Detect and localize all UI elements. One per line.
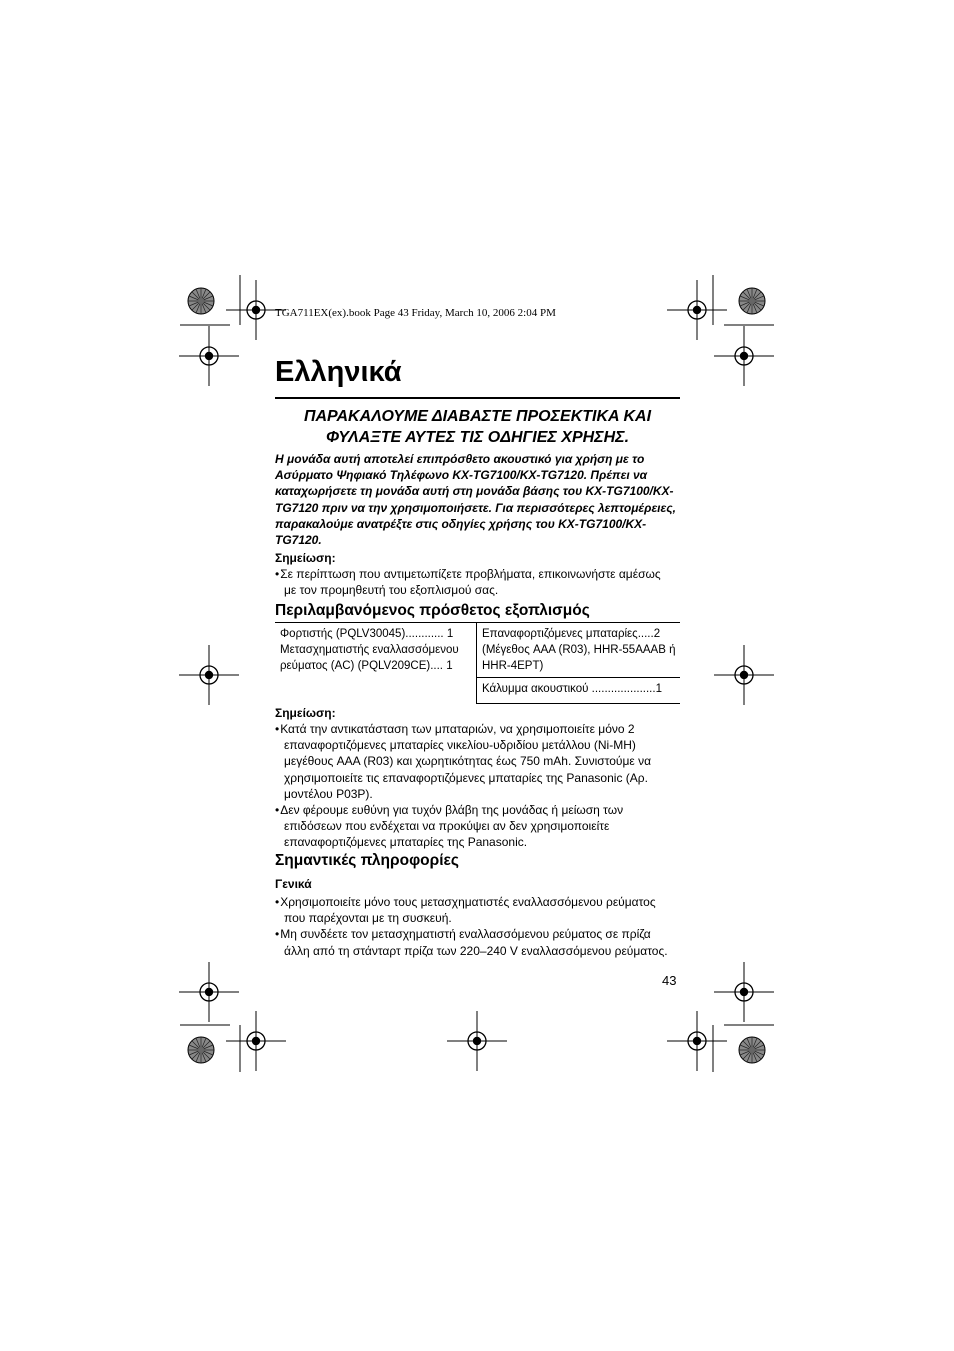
accessory-item: Φορτιστής (PQLV30045)............ 1	[280, 628, 454, 640]
accessory-item: Μετασχηματιστής εναλλασσόμενου	[280, 644, 459, 656]
note2-line: μεγέθους AAA (R03) και χωρητικότητας έως 750 mAh. Συνιστούμε να	[284, 754, 652, 769]
note2-line: επιδόσεων που ενδέχεται να προκύψει αν δεν χρησιμοποιείτε	[284, 819, 610, 834]
note-label: Σημείωση:	[275, 551, 336, 565]
table-cell-right-top	[482, 626, 675, 674]
important-bullets: • Χρησιμοποιείτε μόνο τους μετασχηματιστές εναλλασσόμενου ρεύματος που παρέχονται με τη συσκευή. • Μη συνδέετε τον μετασχηματιστή εναλλασσόμενου ρεύματος σε πρίζα άλλη από τη στάνταρτ πρίζα των 220–240 V εναλλασσόμενου ρεύματος.	[275, 895, 668, 958]
important-line: που παρέχονται με τη συσκευή.	[284, 911, 452, 926]
table-inner-rule	[476, 677, 680, 678]
warning-heading-line2: ΦΥΛΑΞΤΕ ΑΥΤΕΣ ΤΙΣ ΟΔΗΓΙΕΣ ΧΡΗΣΗΣ.	[325, 429, 630, 446]
warning-heading-line1: ΠΑΡΑΚΑΛΟΥΜΕ ΔΙΑΒΑΣΤΕ ΠΡΟΣΕΚΤΙΚΑ ΚΑΙ	[303, 408, 652, 425]
table-cell-left	[280, 626, 459, 674]
page-number: 43	[662, 973, 677, 988]
intro-paragraph	[275, 451, 685, 548]
accessory-item: (Μέγεθος AAA (R03), HHR-55AAAB ή	[482, 644, 676, 656]
important-line: Χρησιμοποιείτε μόνο τους μετασχηματιστές εναλλασσόμενου ρεύματος	[280, 895, 656, 909]
table-divider	[476, 622, 477, 704]
table-bottom-rule	[476, 703, 680, 704]
note2-line: επαναφορτιζόμενες μπαταρίες νικελίου-υδριδίου μετάλλου (Ni-MH)	[284, 738, 636, 753]
accessory-item: Κάλυμμα ακουστικού ....................1	[482, 683, 662, 695]
intro-line: παρακαλούμε ανατρέξτε στις οδηγίες χρήσης του KX-TG7100/KX-	[275, 516, 647, 531]
intro-line: Ασύρματο Ψηφιακό Τηλέφωνο KX-TG7100/KX-TG7120. Πρέπει να	[275, 468, 648, 483]
note2-line: χρησιμοποιείτε τις επαναφορτιζόμενες μπαταρίες της Panasonic (Αρ.	[284, 770, 648, 785]
note1-bullet: • Σε περίπτωση που αντιμετωπίζετε προβλήματα, επικοινωνήστε αμέσως με τον προμηθευτή του εξοπλισμού σας.	[275, 567, 661, 598]
title-divider	[275, 397, 680, 399]
file-info-header: TGA711EX(ex).book Page 43 Friday, March 10, 2006 2:04 PM	[275, 307, 556, 319]
note2-line: Κατά την αντικατάσταση των μπαταριών, να χρησιμοποιείτε μόνο 2	[280, 722, 635, 736]
accessory-item: Επαναφορτιζόμενες μπαταρίες.....2	[482, 628, 661, 640]
table-top-rule	[275, 622, 680, 623]
accessories-heading: Περιλαμβανόμενος πρόσθετος εξοπλισμός	[275, 602, 590, 619]
note2-line: Δεν φέρουμε ευθύνη για τυχόν βλάβη της μονάδας ή μείωση των	[280, 803, 624, 818]
intro-line: καταχωρήσετε τη μονάδα αυτή στη μονάδα βάσης του KX-TG7100/KX-	[275, 484, 674, 499]
intro-line: Η μονάδα αυτή αποτελεί επιπρόσθετο ακουστικό για χρήση με το	[275, 452, 645, 466]
note2-line: μοντέλου P03P).	[284, 786, 373, 801]
important-line: άλλη από τη στάνταρτ πρίζα των 220–240 V εναλλασσόμενου ρεύματος.	[284, 943, 668, 958]
intro-line: TG7120 πριν να την χρησιμοποιήσετε. Για περισσότερες λεπτομέρειες,	[275, 500, 676, 515]
important-heading: Σημαντικές πληροφορίες	[275, 852, 459, 869]
note-label: Σημείωση:	[275, 706, 336, 720]
note2-bullet1: • Κατά την αντικατάσταση των μπαταριών, να χρησιμοποιείτε μόνο 2 επαναφορτιζόμενες μπαταρίες νικελίου-υδριδίου μετάλλου (Ni-MH) μεγέθους AAA (R03) και χωρητικότητας έως 750 mAh. Συνιστούμε να χρησιμοποιείτε τις επαναφορτιζόμενες μπαταρίες της Panasonic (Αρ. μοντέλου P03P). • Δεν φέρουμε ευθύνη για τυχόν βλάβη της μονάδας ή μείωση των επιδόσεων που ενδέχεται να προκύψει αν δεν χρησιμοποιείτε επαναφορτιζόμενες μπαταρίες της Panasonic.	[275, 722, 652, 850]
page-title: Ελληνικά	[275, 356, 402, 388]
accessory-item: ρεύματος (AC) (PQLV209CE).... 1	[280, 660, 453, 672]
note1-line: Σε περίπτωση που αντιμετωπίζετε προβλήματα, επικοινωνήστε αμέσως	[280, 567, 661, 581]
accessory-item: HHR-4EPT)	[482, 660, 544, 672]
important-line: Μη συνδέετε τον μετασχηματιστή εναλλασσόμενου ρεύματος σε πρίζα	[280, 927, 651, 942]
note2-line: επαναφορτιζόμενες μπαταρίες της Panasonic.	[284, 835, 528, 850]
intro-line: TG7120.	[275, 533, 322, 548]
note1-line: με τον προμηθευτή του εξοπλισμού σας.	[284, 583, 499, 598]
general-subheading: Γενικά	[275, 877, 312, 891]
